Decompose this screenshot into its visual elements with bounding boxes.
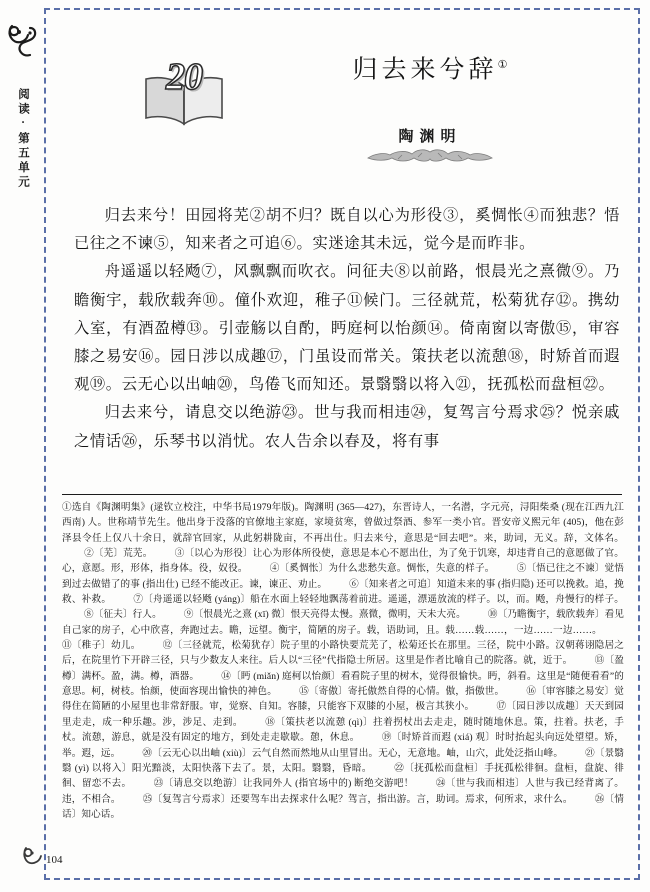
sidebar-unit-label: 阅读·第五单元 [17, 88, 29, 190]
body-paragraph: 舟遥遥以轻飏⑦，风飘飘而吹衣。问征夫⑧以前路，恨晨光之熹微⑨。乃瞻衡宇，载欣载奔⑩。僮仆欢迎，稚子⑪候门。三径就荒，松菊犹存⑫。携幼入室，有酒盈樽⑬。引壶觞以自酌，眄庭柯以怡颜⑭。倚南窗以寄傲⑮，审容膝之易安⑯。园日涉以成趣⑰，门虽设而常关。策扶老以流憩⑱，时矫首而遐观⑲。云无心以出岫⑳，鸟倦飞而知还。景翳翳以将入㉑，抚孤松而盘桓㉒。 [74, 263, 620, 394]
footnote-item: ⑳〔云无心以出岫 (xiù)〕云气自然而然地从山里冒出。无心，无意地。岫，山穴，此处泛指山峰。 [142, 747, 564, 759]
footnote-item: ⑦〔舟遥遥以轻飏 (yáng)〕船在水面上轻轻地飘荡着前进。遥遥，漂遥放流的样子。以，而。飏，舟慢行的样子。 [133, 594, 625, 606]
footnote-item: ㉕〔复驾言兮焉求〕还要驾车出去探求什么呢？驾言，指出游。言，助词。焉求，何所求，求什么。 [142, 793, 573, 805]
lesson-title-text: 归去来兮辞 [352, 56, 498, 84]
leaf-ornament-icon [240, 148, 620, 164]
footnote-item: ⑮〔寄傲〕寄托傲然自得的心情。傲，指傲世。 [298, 686, 505, 698]
body-paragraph: 归去来兮，请息交以绝游㉓。世与我而相违㉔，复驾言兮焉求㉕？悦亲戚之情话㉖，乐琴书以消忧。农人告余以春及，将有事 [74, 404, 620, 450]
footnote-item: ⑰〔园日涉以成趣〕天天到园里走走，成一种乐趣。涉，涉足、走到。 [62, 701, 624, 728]
footnote-item: ②〔芜〕荒芜。 [84, 548, 153, 560]
footnote-item: ⑧〔征夫〕行人。 [84, 609, 162, 621]
footnote-item: ⑭〔眄 (miǎn) 庭柯以怡颜〕看看院子里的树木，觉得很愉快。眄，斜看。这里是“随便看看”的意思。柯，树枝。怡颜，使面容现出愉快的神色。 [62, 670, 624, 698]
lesson-number: 20 [166, 56, 202, 98]
sidebar [0, 0, 46, 892]
footnote-item: ㉒〔抚孤松而盘桓〕手抚孤松徘徊。盘桓，盘旋、徘徊、留恋不去。 [62, 762, 624, 790]
page-number: 104 [46, 854, 63, 866]
title-footnote-marker: ① [497, 59, 508, 71]
footnotes-block [62, 500, 624, 822]
lesson-header [60, 44, 620, 184]
author-name: 陶渊明 [398, 129, 462, 146]
footnote-item: ⑯〔审容膝之易安〕觉得住在简陋的小屋里也非常舒服。审，觉察、自知。容膝，只能容下双膝的小屋，极言其狭小。 [62, 686, 624, 713]
footnote-item: ⑥〔知来者之可追〕知道未来的事 (指归隐) 还可以挽救。追，挽救、补救。 [62, 578, 624, 606]
footnote-divider [62, 494, 622, 495]
footnote-item: ⑬〔盈樽〕满杯。盈，满。樽，酒器。 [62, 655, 624, 682]
body-paragraph: 归去来兮！田园将芜②胡不归？既自以心为形役③，奚惆怅④而独悲？悟已往之不谏⑤，知来者之可追⑥。实迷途其未远，觉今是而昨非。 [74, 207, 620, 253]
lesson-body-text [74, 202, 620, 456]
scroll-flourish-icon [6, 20, 40, 62]
footnote-item: ④〔奚惆怅〕为什么悲愁失意。惆怅，失意的样子。 [269, 563, 495, 575]
footnote-item: ㉓〔请息交以绝游〕让我同外人 (指官场中的) 断绝交游吧！ [153, 778, 414, 790]
page-footer [22, 844, 92, 878]
footnote-item: ㉔〔世与我而相违〕人世与我已经背离了。违，不相合。 [62, 778, 624, 805]
footnote-item: ⑨〔恨晨光之熹 (xī) 微〕恨天亮得太慢。熹微，微明，天未大亮。 [183, 609, 466, 621]
footnote-item: ⑱〔策扶老以流憩 (qì)〕拄着拐杖出去走走，随时随地休息。策，拄着。扶老，手杖。流憩，游息，就是没有固定的地方，到处走走歇歇。憩，休息。 [62, 716, 624, 744]
footnote-item: ①选自《陶渊明集》(逯钦立校注，中华书局1979年版)。陶渊明 (365—427)，东晋诗人，一名潜，字元亮，浔阳柴桑 (现在江西九江西南) 人。世称靖节先生。他出身于没落的官僚地主家庭，家境贫寒，曾做过祭酒、参军一类小官。晋安帝义熙元年 (405)，他在彭泽县令任上仅八十余日，就辞官回家，从此躬耕陇亩，不再出仕。归去来兮，意思是“回去吧”。来，助词，无义。辞，文体名。 [62, 502, 624, 544]
footnote-item: ⑲〔时矫首而遐 (xiá) 观〕时时抬起头向远处望望。矫，举。遐，远。 [62, 732, 624, 759]
footnote-item: ㉑〔景翳翳 (yì) 以将入〕阳光黯淡，太阳快落下去了。景，太阳。翳翳，昏暗。 [62, 747, 624, 774]
title-block [240, 44, 620, 164]
page-corner-ornament-icon [22, 844, 46, 879]
footnote-item: ⑩〔乃瞻衡宇，载欣载奔〕看见自己家的房子，心中欣喜，奔跑过去。瞻，远望。衡宇，简陋的房子。载，语助词，且。载……载……，一边……一边……。 [62, 609, 624, 636]
footnote-item: ⑤〔悟已往之不谏〕觉悟到过去做错了的事 (指出仕) 已经不能改正。谏，谏正、劝止。 [62, 563, 624, 590]
footnote-item: ⑫〔三径就荒，松菊犹存〕院子里的小路快要荒芜了，松菊还长在那里。三径，院中小路。汉朝蒋诩隐居之后，在院里竹下开辟三径，只与少数友人来往。后人以“三径”代指隐士所居。这里是作者比喻自己的院落。就，近于。 [62, 640, 624, 667]
footnote-item: ⑪〔稚子〕幼儿。 [62, 640, 141, 652]
page-title [240, 44, 620, 91]
footnote-item: ③〔以心为形役〕让心为形体所役使，意思是本心不愿出仕，为了免于饥寒，却违背自己的意愿做了官。心，意愿。形，形体，指身体。役，奴役。 [62, 548, 624, 575]
footnote-item: ㉖〔情话〕知心话。 [62, 793, 624, 820]
open-book-icon [132, 54, 236, 128]
